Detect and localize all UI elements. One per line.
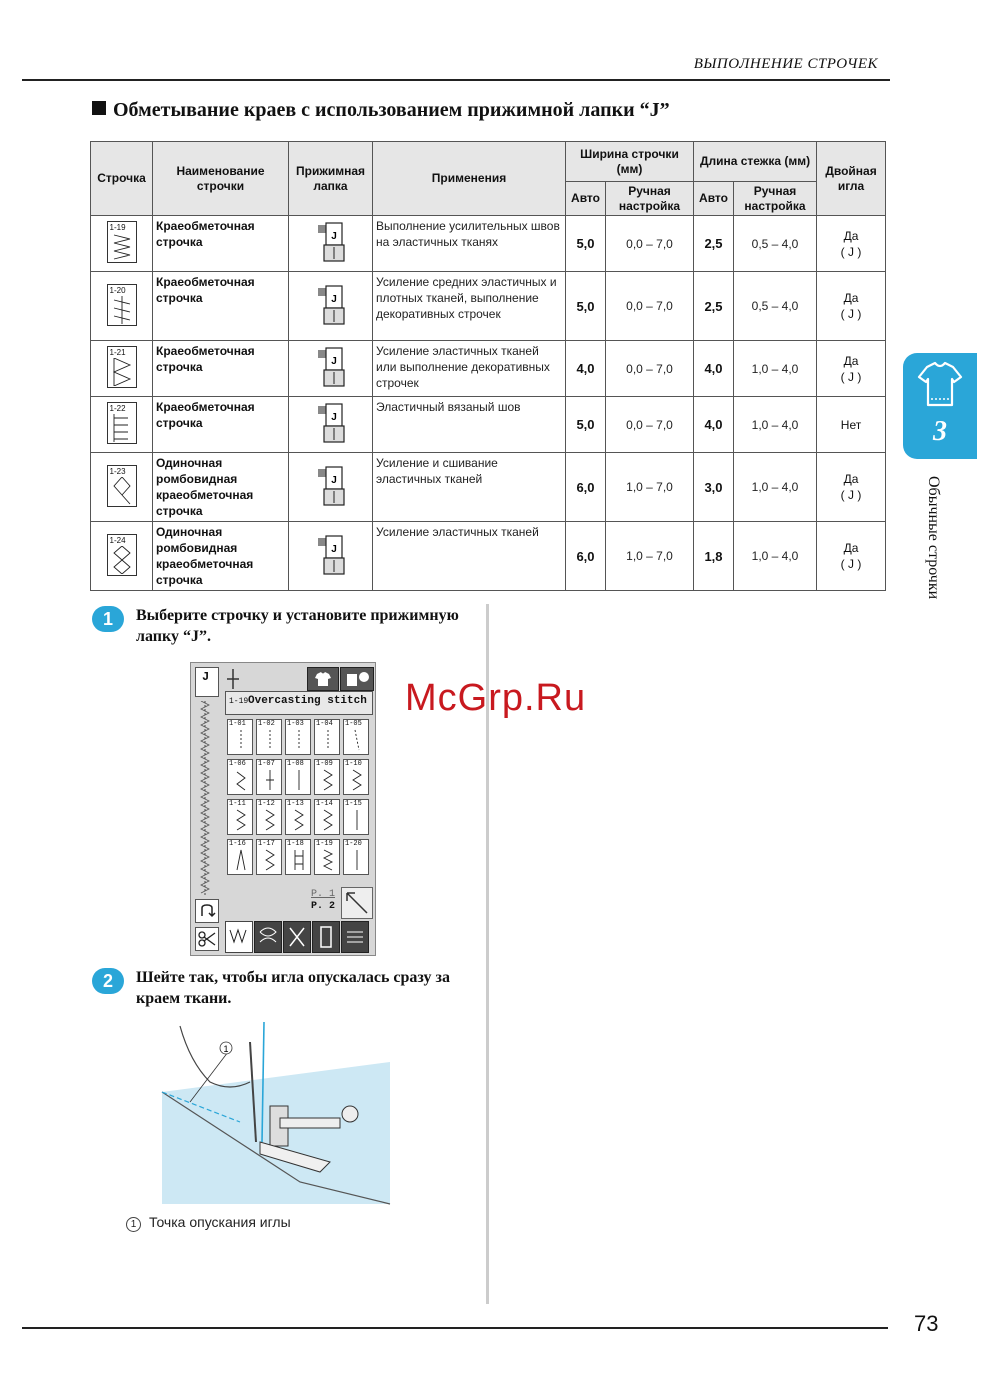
cross-stitch-icon	[284, 922, 310, 952]
stitch-code: 1-20	[109, 285, 126, 295]
reverse-button[interactable]	[195, 899, 219, 923]
stitch-key[interactable]	[343, 799, 369, 835]
stitch-key-icon	[233, 764, 249, 794]
page-2-label: P. 2	[311, 901, 336, 912]
presser-foot-cell	[289, 453, 373, 522]
svg-text:J: J	[330, 474, 337, 486]
stitch-key[interactable]	[256, 759, 282, 795]
stitch-table-body	[91, 216, 886, 591]
stitch-name: Одиночная ромбовидная краеобметочная строчка	[153, 522, 289, 591]
memory-icon	[341, 668, 373, 690]
length-manual: 1,0 – 4,0	[734, 522, 817, 591]
twin-needle-value: Нет	[840, 417, 862, 432]
stitch-key-code: 1-12	[258, 800, 275, 808]
twin-needle	[817, 341, 886, 397]
header-title: ВЫПОЛНЕНИЕ СТРОЧЕК	[693, 56, 878, 72]
caption-text: Точка опускания иглы	[149, 1214, 291, 1230]
stitch-key-code: 1-11	[229, 800, 246, 808]
tab-utility[interactable]	[225, 921, 253, 953]
th-applications: Применения	[373, 142, 566, 216]
stitch-pattern-box	[107, 346, 137, 388]
watermark: McGrp.Ru	[405, 677, 587, 719]
shirt-mode-button[interactable]	[307, 667, 339, 691]
stitch-key[interactable]	[227, 799, 253, 835]
satin-stitch-icon	[342, 922, 368, 952]
stitch-info-bar	[225, 691, 373, 715]
stitch-code: 1-23	[109, 466, 126, 476]
twin-needle-foot: ( J )	[840, 369, 862, 384]
stitch-key[interactable]	[285, 799, 311, 835]
table-row	[91, 272, 886, 341]
stitch-key-icon	[233, 804, 249, 834]
stitch-key[interactable]	[256, 719, 282, 755]
stitch-key-code: 1-16	[229, 840, 246, 848]
width-manual: 0,0 – 7,0	[606, 216, 694, 272]
stitch-pattern-box	[107, 465, 137, 507]
step-1-text: Выберите строчку и установите прижимную лапку “J”.	[136, 607, 459, 645]
tab-cross[interactable]	[283, 921, 311, 953]
stitch-code-cell	[91, 397, 153, 453]
stitch-code-cell	[91, 453, 153, 522]
stitch-key-icon	[320, 764, 336, 794]
tab-satin[interactable]	[341, 921, 369, 953]
th-width-manual: Ручная настройка	[606, 182, 694, 216]
stitch-key[interactable]	[285, 759, 311, 795]
buttonhole-icon	[313, 922, 339, 952]
needle-position-icon	[223, 669, 243, 691]
utility-stitch-icon	[226, 922, 252, 952]
stitch-key-icon	[262, 844, 278, 874]
presser-foot-j-icon	[316, 284, 346, 326]
length-auto: 4,0	[694, 341, 734, 397]
presser-foot-j-icon	[316, 221, 346, 263]
twin-needle	[817, 522, 886, 591]
stitch-key-icon	[233, 844, 249, 874]
applications: Усиление и сшивание эластичных тканей	[373, 453, 566, 522]
th-width: Ширина строчки (мм)	[566, 142, 694, 182]
svg-text:J: J	[330, 543, 337, 555]
length-auto: 2,5	[694, 272, 734, 341]
twin-needle-value: Да	[843, 228, 859, 243]
stitch-pattern-icon	[112, 414, 132, 442]
stitch-code-cell	[91, 272, 153, 341]
presser-foot-j-icon	[316, 346, 346, 388]
twin-needle-value: Да	[843, 353, 859, 368]
table-row	[91, 341, 886, 397]
svg-text:J: J	[330, 293, 337, 305]
width-auto: 5,0	[566, 216, 606, 272]
lcd-screen	[190, 662, 376, 956]
sewing-illustration	[150, 1022, 400, 1208]
svg-text:J: J	[330, 356, 337, 367]
length-manual: 0,5 – 4,0	[734, 216, 817, 272]
th-length-manual: Ручная настройка	[734, 182, 817, 216]
stitch-pattern-icon	[112, 477, 132, 505]
stitch-key[interactable]	[314, 839, 340, 875]
length-manual: 0,5 – 4,0	[734, 272, 817, 341]
stitch-preview-icon	[199, 701, 211, 897]
th-width-auto: Авто	[566, 182, 606, 216]
stitch-key[interactable]	[343, 719, 369, 755]
stitch-pattern-icon	[112, 233, 132, 261]
stitch-key-code: 1-17	[258, 840, 275, 848]
presser-foot-j-icon	[316, 402, 346, 444]
width-manual: 0,0 – 7,0	[606, 397, 694, 453]
applications: Выполнение усилительных швов на эластичных тканях	[373, 216, 566, 272]
table-row	[91, 453, 886, 522]
scissors-icon	[196, 928, 218, 950]
stitch-key-code: 1-05	[345, 720, 362, 728]
stitch-key-code: 1-15	[345, 800, 362, 808]
category-tabs	[225, 921, 373, 953]
twin-needle-foot: ( J )	[840, 488, 862, 502]
foot-letter: J	[202, 670, 210, 684]
stitch-pattern-box	[107, 221, 137, 263]
stitch-name: Краеобметочная строчка	[153, 397, 289, 453]
stitch-table	[90, 141, 886, 591]
shirt-mode-icon	[308, 668, 338, 690]
th-length: Длина стежка (мм)	[694, 142, 817, 182]
width-auto: 5,0	[566, 272, 606, 341]
twin-needle	[817, 216, 886, 272]
stitch-key-code: 1-08	[287, 760, 304, 768]
stitch-key-icon	[291, 844, 307, 874]
stitch-key-icon	[349, 804, 365, 834]
stitch-key-icon	[320, 804, 336, 834]
stitch-key-icon	[233, 724, 249, 754]
selected-code: 1-19	[229, 697, 249, 706]
applications: Эластичный вязаный шов	[373, 397, 566, 453]
header-rule	[22, 79, 890, 81]
stitch-name: Одиночная ромбовидная краеобметочная строчка	[153, 453, 289, 522]
stitch-key-code: 1-02	[258, 720, 275, 728]
twin-needle-value: Да	[843, 472, 859, 486]
stitch-key[interactable]	[285, 839, 311, 875]
stitch-code: 1-21	[109, 348, 126, 357]
width-manual: 1,0 – 7,0	[606, 522, 694, 591]
selected-stitch-name: Overcasting stitch	[248, 695, 367, 707]
square-bullet-icon	[92, 101, 106, 115]
th-length-auto: Авто	[694, 182, 734, 216]
stitch-key-icon	[291, 804, 307, 834]
stitch-key[interactable]	[314, 759, 340, 795]
caption-number: 1	[126, 1217, 141, 1232]
footer-rule	[22, 1327, 888, 1329]
stitch-grid	[227, 719, 371, 883]
presser-foot-j-icon	[316, 465, 346, 507]
width-manual: 0,0 – 7,0	[606, 272, 694, 341]
stitch-key[interactable]	[314, 799, 340, 835]
stitch-key-code: 1-18	[287, 840, 304, 848]
width-manual: 0,0 – 7,0	[606, 341, 694, 397]
applications: Усиление эластичных тканей	[373, 522, 566, 591]
page-turn-button[interactable]	[341, 887, 373, 919]
stitch-code: 1-19	[109, 223, 126, 232]
stitch-key-icon	[349, 844, 365, 874]
step-2-badge: 2	[92, 968, 124, 994]
width-manual: 1,0 – 7,0	[606, 453, 694, 522]
width-auto: 5,0	[566, 397, 606, 453]
chapter-label: Обычные строчки	[925, 476, 942, 600]
presser-foot-cell	[289, 522, 373, 591]
svg-text:J: J	[330, 412, 337, 423]
stitch-key-code: 1-09	[316, 760, 333, 768]
stitch-key-icon	[262, 724, 278, 754]
stitch-pattern-icon	[112, 546, 132, 574]
stitch-pattern-box	[107, 402, 137, 444]
stitch-name: Краеобметочная строчка	[153, 216, 289, 272]
section-title	[92, 99, 670, 122]
stitch-pattern-box	[107, 284, 137, 326]
stitch-code: 1-22	[109, 404, 126, 413]
length-manual: 1,0 – 4,0	[734, 397, 817, 453]
table-row	[91, 216, 886, 272]
stitch-key-icon	[262, 764, 278, 794]
table-row	[91, 397, 886, 453]
width-auto: 6,0	[566, 453, 606, 522]
stitch-key-code: 1-07	[258, 760, 275, 768]
twin-needle-value: Да	[843, 541, 859, 555]
chapter-number: 3	[933, 416, 947, 447]
length-auto: 4,0	[694, 397, 734, 453]
length-auto: 1,8	[694, 522, 734, 591]
presser-foot-j-icon	[316, 534, 346, 576]
applications: Усиление эластичных тканей или выполнение декоративных строчек	[373, 341, 566, 397]
stitch-key-icon	[320, 844, 336, 874]
stitch-key-code: 1-13	[287, 800, 304, 808]
stitch-pattern-icon	[112, 296, 132, 324]
th-name: Наименование строчки	[153, 142, 289, 216]
presser-foot-cell	[289, 272, 373, 341]
presser-foot-cell	[289, 397, 373, 453]
twin-needle-foot: ( J )	[840, 244, 862, 259]
stitch-key-icon	[291, 764, 307, 794]
page-indicator	[309, 889, 335, 913]
length-auto: 3,0	[694, 453, 734, 522]
step-1-badge: 1	[92, 606, 124, 632]
page-arrow-icon	[342, 888, 372, 918]
reverse-icon	[196, 900, 218, 922]
twin-needle-value: Да	[843, 291, 859, 305]
stitch-key-icon	[349, 764, 365, 794]
stitch-key-icon	[349, 724, 365, 754]
callout-number: 1	[223, 1044, 229, 1054]
stitch-key-code: 1-03	[287, 720, 304, 728]
stitch-key-code: 1-01	[229, 720, 246, 728]
applications: Усиление средних эластичных и плотных тканей, выполнение декоративных строчек	[373, 272, 566, 341]
twin-needle-foot: ( J )	[840, 557, 862, 571]
presser-foot-cell	[289, 341, 373, 397]
stitch-key[interactable]	[256, 799, 282, 835]
stitch-key-code: 1-19	[316, 840, 333, 848]
stitch-key-code: 1-04	[316, 720, 333, 728]
scissors-button[interactable]	[195, 927, 219, 951]
stitch-code-cell	[91, 216, 153, 272]
page-number: 73	[914, 1311, 939, 1336]
memory-button[interactable]	[340, 667, 374, 691]
shirt-icon	[903, 353, 977, 413]
stitch-code-cell	[91, 341, 153, 397]
page-1-label: P. 1	[311, 889, 336, 900]
stitch-key[interactable]	[314, 719, 340, 755]
stitch-key[interactable]	[256, 839, 282, 875]
presser-foot-cell	[289, 216, 373, 272]
stitch-key[interactable]	[227, 759, 253, 795]
svg-text:J: J	[330, 231, 337, 242]
th-twin: Двойная игла	[817, 142, 886, 216]
stitch-key-icon	[291, 724, 307, 754]
table-row	[91, 522, 886, 591]
decorative-stitch-icon	[255, 922, 281, 952]
stitch-code: 1-24	[109, 535, 126, 545]
stitch-key[interactable]	[343, 839, 369, 875]
stitch-name: Краеобметочная строчка	[153, 272, 289, 341]
twin-needle	[817, 272, 886, 341]
stitch-pattern-icon	[112, 358, 132, 386]
section-title-text: Обметывание краев с использованием прижимной лапки “J”	[113, 99, 670, 121]
width-auto: 4,0	[566, 341, 606, 397]
stitch-key[interactable]	[285, 719, 311, 755]
twin-needle-foot: ( J )	[840, 307, 862, 321]
tab-buttonhole[interactable]	[312, 921, 340, 953]
stitch-code-cell	[91, 522, 153, 591]
stitch-pattern-box	[107, 534, 137, 576]
stitch-key[interactable]	[227, 719, 253, 755]
stitch-key-icon	[262, 804, 278, 834]
foot-indicator	[195, 667, 219, 697]
tab-decorative[interactable]	[254, 921, 282, 953]
stitch-key-code: 1-06	[229, 760, 246, 768]
width-auto: 6,0	[566, 522, 606, 591]
stitch-key-icon	[320, 724, 336, 754]
stitch-key[interactable]	[227, 839, 253, 875]
th-stitch: Строчка	[91, 142, 153, 216]
stitch-key-code: 1-10	[345, 760, 362, 768]
stitch-key[interactable]	[343, 759, 369, 795]
length-auto: 2,5	[694, 216, 734, 272]
length-manual: 1,0 – 4,0	[734, 341, 817, 397]
th-foot: Прижимная лапка	[289, 142, 373, 216]
caption	[126, 1214, 291, 1232]
stitch-key-code: 1-14	[316, 800, 333, 808]
stitch-name: Краеобметочная строчка	[153, 341, 289, 397]
step-2-text: Шейте так, чтобы игла опускалась сразу за краем ткани.	[136, 969, 450, 1007]
stitch-key-code: 1-20	[345, 840, 362, 848]
length-manual: 1,0 – 4,0	[734, 453, 817, 522]
twin-needle	[817, 397, 886, 453]
twin-needle	[817, 453, 886, 522]
